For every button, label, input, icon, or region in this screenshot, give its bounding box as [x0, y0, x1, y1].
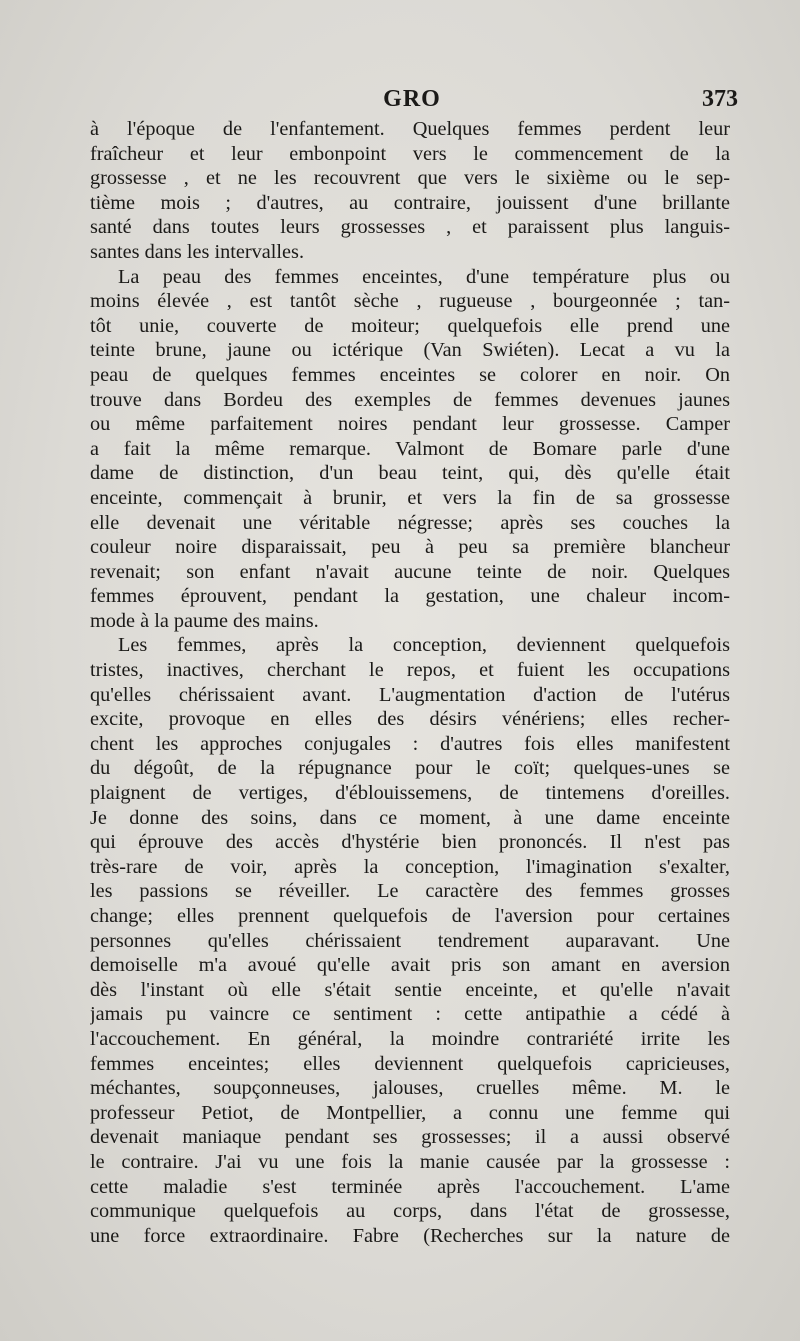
- text-line: change; elles prennent quelquefois de l'aversion pour certaines: [90, 905, 730, 927]
- text-line: grossesse , et ne les recouvrent que vers le sixième ou le sep-: [90, 167, 730, 190]
- text-line: communique quelquefois au corps, dans l'état de grossesse,: [90, 1200, 730, 1223]
- text-line: dès l'instant où elle s'était sentie enceinte, et qu'elle n'avait: [90, 978, 730, 1001]
- text-line: ou même parfaitement noires pendant leur grossesse. Camper: [90, 413, 730, 436]
- text-line: La peau des femmes enceintes, d'une température plus ou: [118, 265, 730, 288]
- text-line: fraîcheur et leur embonpoint vers le commencement de la: [90, 142, 730, 165]
- page-number: 373: [702, 86, 738, 112]
- text-line: tôt unie, couverte de moiteur; quelquefois elle prend une: [90, 314, 730, 337]
- running-head: [92, 86, 738, 116]
- text-line: enceinte, commençait à brunir, et vers la fin de sa grossesse: [90, 486, 730, 509]
- text-line: très-rare de voir, après la conception, l'imagination s'exalter,: [90, 855, 730, 878]
- text-line: revenait; son enfant n'avait aucune teinte de noir. Quelques: [90, 560, 730, 583]
- text-line: dame de distinction, d'un beau teint, qui, dès qu'elle était: [90, 462, 730, 485]
- text-line: mode à la paume des mains.: [90, 609, 319, 632]
- paragraph: [90, 265, 730, 634]
- text-line: Je donne des soins, dans ce moment, à une dame enceinte: [90, 806, 730, 829]
- text-line: santé dans toutes leurs grossesses , et paraissent plus languis-: [90, 216, 730, 239]
- text-line: le contraire. J'ai vu une fois la manie causée par la grossesse :: [90, 1150, 730, 1173]
- text-line: Les femmes, après la conception, deviennent quelquefois: [118, 634, 730, 657]
- text-line: moins élevée , est tantôt sèche , rugueuse , bourgeonnée ; tan-: [90, 290, 730, 313]
- text-line: professeur Petiot, de Montpellier, a connu une femme qui: [90, 1101, 730, 1124]
- text-line: femmes éprouvent, pendant la gestation, une chaleur incom-: [90, 585, 730, 608]
- text-line: les passions se réveiller. Le caractère des femmes grosses: [90, 880, 730, 903]
- text-line: du dégoût, de la répugnance pour le coït; quelques-unes se: [90, 757, 730, 780]
- body-text: [90, 117, 730, 1248]
- text-line: tième mois ; d'autres, au contraire, jouissent d'une brillante: [90, 191, 730, 214]
- running-head-title: GRO: [383, 86, 441, 112]
- text-line: jamais pu vaincre ce sentiment : cette antipathie a cédé à: [90, 1003, 730, 1026]
- paragraph: [90, 633, 730, 1248]
- text-line: a fait la même remarque. Valmont de Bomare parle d'une: [90, 437, 730, 460]
- text-line: méchantes, soupçonneuses, jalouses, cruelles même. M. le: [90, 1077, 730, 1100]
- text-line: demoiselle m'a avoué qu'elle avait pris son amant en aversion: [90, 954, 730, 977]
- text-line: qu'elles chérissaient avant. L'augmentation d'action de l'utérus: [90, 683, 730, 706]
- text-line: excite, provoque en elles des désirs vénériens; elles recher-: [90, 708, 730, 731]
- text-line: elle devenait une véritable négresse; après ses couches la: [90, 511, 730, 534]
- text-line: devenait maniaque pendant ses grossesses; il a aussi observé: [90, 1126, 730, 1149]
- paragraph: [90, 117, 730, 265]
- text-line: l'accouchement. En général, la moindre contrariété irrite les: [90, 1027, 730, 1050]
- text-line: femmes enceintes; elles deviennent quelquefois capricieuses,: [90, 1052, 730, 1075]
- text-line: couleur noire disparaissait, peu à peu sa première blancheur: [90, 536, 730, 559]
- text-line: santes dans les intervalles.: [90, 240, 305, 263]
- text-line: personnes qu'elles chérissaient tendrement auparavant. Une: [90, 929, 730, 952]
- text-line: qui éprouve des accès d'hystérie bien prononcés. Il n'est pas: [90, 831, 730, 854]
- text-line: cette maladie s'est terminée après l'accouchement. L'ame: [90, 1175, 730, 1198]
- text-line: peau de quelques femmes enceintes se colorer en noir. On: [90, 363, 730, 386]
- text-line: à l'époque de l'enfantement. Quelques femmes perdent leur: [90, 118, 730, 140]
- text-line: plaignent de vertiges, d'éblouissemens, de tintemens d'oreilles.: [90, 782, 730, 805]
- text-line: chent les approches conjugales : d'autres fois elles manifestent: [90, 732, 730, 755]
- text-line: teinte brune, jaune ou ictérique (Van Swiéten). Lecat a vu la: [90, 339, 730, 362]
- text-line: une force extraordinaire. Fabre (Recherches sur la nature de: [90, 1224, 730, 1247]
- text-line: tristes, inactives, cherchant le repos, et fuient les occupations: [90, 659, 730, 682]
- text-line: trouve dans Bordeu des exemples de femmes devenues jaunes: [90, 388, 730, 411]
